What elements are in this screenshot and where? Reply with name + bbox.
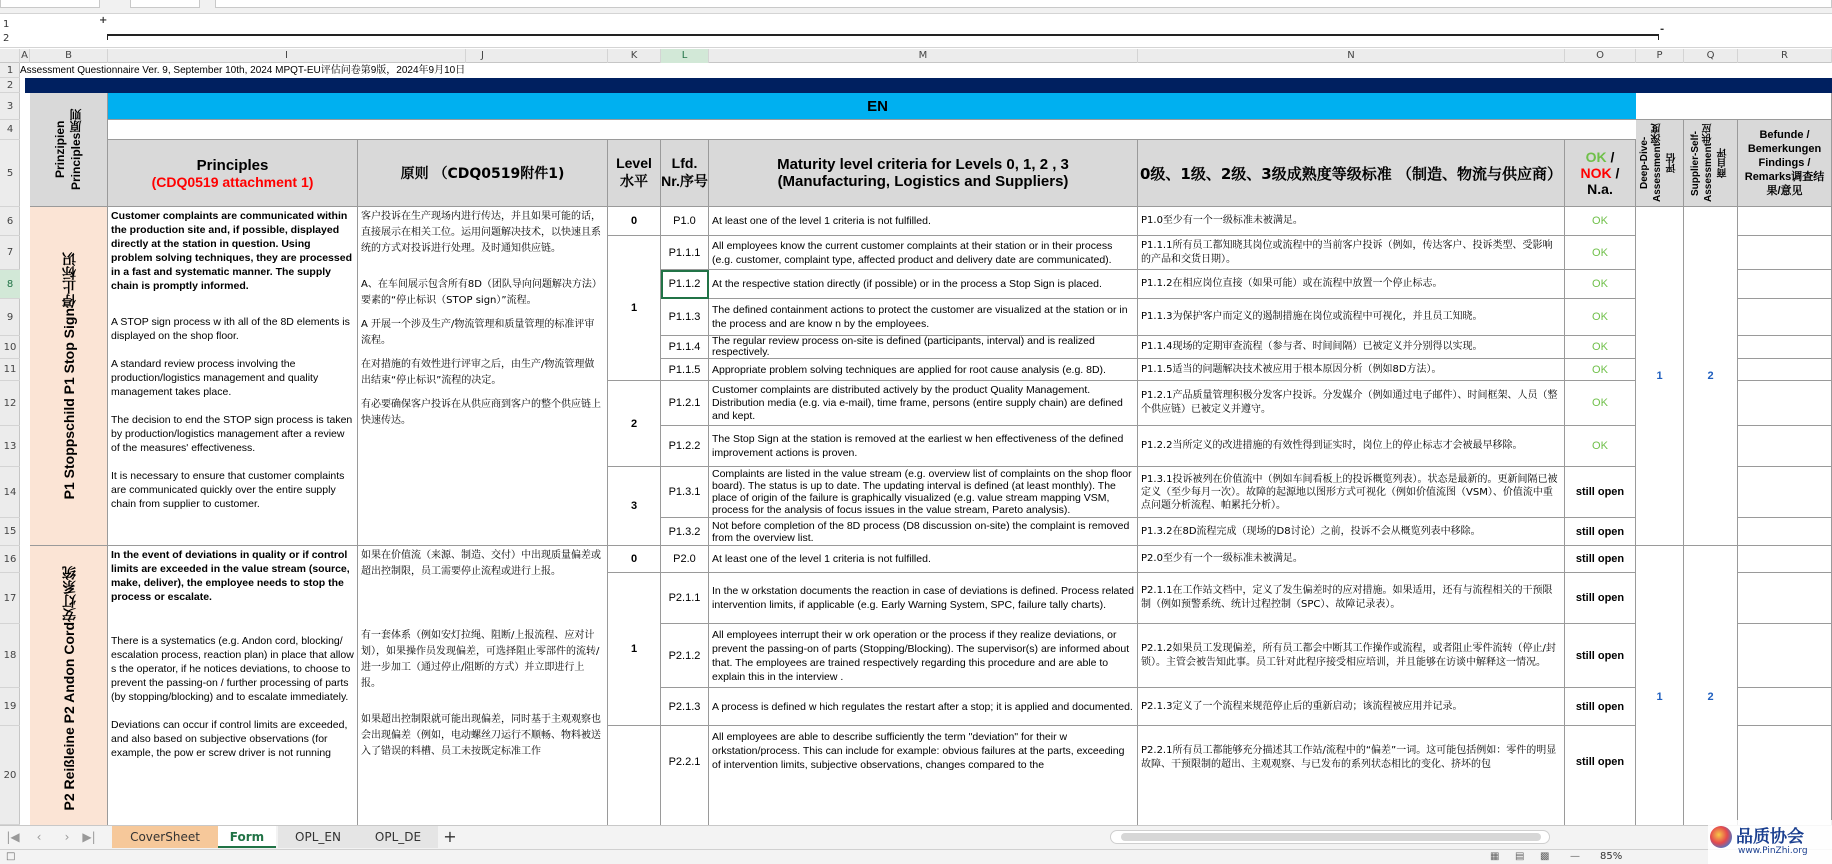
- level-cell[interactable]: 1: [608, 573, 661, 726]
- criterion-id[interactable]: P2.0: [661, 546, 709, 573]
- criterion-cn[interactable]: P1.2.2当所定义的改进措施的有效性得到证实时，岗位上的停止标志才会被最早移除。: [1138, 426, 1565, 467]
- criterion-cn[interactable]: P2.1.2如果员工发现偏差，所有员工都会中断其工作操作或流程，或者阻止零件流转（停止/封锁）。主管会被告知此事。员工针对此程序接受相应培训，并且能够在访谈中解释这一情况。: [1138, 624, 1565, 688]
- criterion-en[interactable]: Customer complaints are distributed actively by the product Quality Management. Distribution media (e.g. via e-mail), time frame, persons (entire supply chain) are defined and kept.: [709, 381, 1138, 426]
- criterion-id[interactable]: P2.1.2: [661, 624, 709, 688]
- prinzipien-header: Prinzipien Principles原则: [30, 93, 108, 207]
- findings-cell[interactable]: [1738, 624, 1832, 688]
- row-header[interactable]: 3: [0, 93, 20, 120]
- criterion-id[interactable]: P2.1.1: [661, 573, 709, 624]
- page-break-icon[interactable]: ▩: [1540, 851, 1550, 862]
- column-header-m[interactable]: M: [709, 49, 1138, 63]
- findings-cell[interactable]: [1738, 546, 1832, 573]
- row-header[interactable]: 19: [0, 688, 20, 726]
- row-header[interactable]: 8: [0, 270, 20, 299]
- row-header[interactable]: 10: [0, 336, 20, 359]
- criterion-id[interactable]: P1.1.4: [661, 336, 709, 359]
- row-header[interactable]: 20: [0, 726, 20, 825]
- row-header[interactable]: 11: [0, 359, 20, 381]
- next-sheet-icon[interactable]: ›: [64, 830, 70, 844]
- column-header-b[interactable]: B: [30, 49, 108, 63]
- findings-cell[interactable]: [1738, 359, 1832, 381]
- status-cell[interactable]: OK: [1565, 381, 1636, 426]
- status-cell[interactable]: still open: [1565, 573, 1636, 624]
- criterion-cn[interactable]: P1.1.4现场的定期审查流程（参与者、时间间隔）已被定义并分别得以实现。: [1138, 336, 1565, 359]
- status-cell[interactable]: OK: [1565, 270, 1636, 299]
- column-header-r[interactable]: R: [1738, 49, 1832, 63]
- row-header[interactable]: 9: [0, 299, 20, 336]
- level-cell[interactable]: 0: [608, 207, 661, 236]
- row-headers: [0, 63, 20, 831]
- column-header-j[interactable]: J: [358, 49, 608, 63]
- status-cell[interactable]: OK: [1565, 426, 1636, 467]
- row-header[interactable]: 15: [0, 518, 20, 546]
- page-layout-icon[interactable]: ▤: [1515, 851, 1525, 862]
- column-header-k[interactable]: K: [608, 49, 661, 63]
- criterion-cn[interactable]: P1.3.2在8D流程完成（现场的D8讨论）之前，投诉不会从概览列表中移除。: [1138, 518, 1565, 546]
- toolbar-tab-left[interactable]: [0, 0, 100, 8]
- criterion-id[interactable]: P1.1.5: [661, 359, 709, 381]
- row-header[interactable]: 6: [0, 207, 20, 236]
- findings-header: Befunde / Bemerkungen Findings / Remarks调查结果/意见: [1738, 120, 1832, 207]
- row-header[interactable]: 1: [0, 63, 20, 78]
- status-cell[interactable]: still open: [1565, 518, 1636, 546]
- findings-cell[interactable]: [1738, 467, 1832, 518]
- criterion-cn[interactable]: P1.1.1所有员工都知晓其岗位或流程中的当前客户投诉（例如，传达客户、投诉类型、受影响的产品和交货日期）。: [1138, 236, 1565, 270]
- status-bar: [0, 849, 1832, 864]
- row-header[interactable]: 14: [0, 467, 20, 518]
- row-header[interactable]: 7: [0, 236, 20, 270]
- level-cell[interactable]: 1: [608, 236, 661, 381]
- row-header[interactable]: 18: [0, 624, 20, 688]
- findings-cell[interactable]: [1738, 726, 1832, 831]
- findings-cell[interactable]: [1738, 270, 1832, 299]
- status-cell[interactable]: still open: [1565, 726, 1636, 831]
- column-header-a[interactable]: A: [20, 49, 30, 63]
- criterion-id[interactable]: P1.3.2: [661, 518, 709, 546]
- criterion-cn[interactable]: P2.1.1在工作站文档中，定义了发生偏差时的应对措施。如果适用，还有与流程相关的干预限制（例如预警系统、统计过程控制（SPC）、故障记录表）。: [1138, 573, 1565, 624]
- group-outline-bar: [0, 14, 1832, 48]
- row-header[interactable]: 5: [0, 140, 20, 207]
- criterion-en[interactable]: All employees know the current customer complaints at their station or in their process (e.g. customer, complaint type, affected product and delivery date are communicated).: [709, 236, 1138, 270]
- criterion-id[interactable]: P1.3.1: [661, 467, 709, 518]
- status-cell[interactable]: still open: [1565, 688, 1636, 726]
- status-cell[interactable]: OK: [1565, 236, 1636, 270]
- sheet-grid: [20, 63, 1832, 831]
- criterion-id[interactable]: P1.1.1: [661, 236, 709, 270]
- tab-opl-en[interactable]: OPL_EN: [278, 826, 358, 848]
- criterion-en[interactable]: Appropriate problem solving techniques are applied for root cause analysis (e.g. 8D).: [709, 359, 1138, 381]
- findings-cell[interactable]: [1738, 336, 1832, 359]
- criterion-cn[interactable]: P1.1.2在相应岗位直接（如果可能）或在流程中放置一个停止标志。: [1138, 270, 1565, 299]
- group-line: [107, 34, 1659, 36]
- outline-level-1[interactable]: 1: [3, 19, 10, 30]
- formula-bar[interactable]: [215, 0, 1832, 8]
- criterion-en[interactable]: Not before completion of the 8D process (D8 discussion on-site) the complaint is removed from the overview list.: [709, 518, 1138, 546]
- criterion-id[interactable]: P2.2.1: [661, 726, 709, 831]
- criterion-id[interactable]: P2.1.3: [661, 688, 709, 726]
- findings-cell[interactable]: [1738, 688, 1832, 726]
- en-banner: EN: [108, 93, 1648, 120]
- p1-self-value[interactable]: 2: [1684, 207, 1738, 546]
- criterion-en[interactable]: At the respective station directly (if possible) or in the process a Stop Sign is placed.: [709, 270, 1138, 299]
- outline-collapse-icon[interactable]: -: [1660, 24, 1665, 35]
- p2-label: P2 Reißleine P2 Andon Cord安灯系统: [30, 546, 108, 831]
- column-header-p[interactable]: P: [1636, 49, 1684, 63]
- status-cell[interactable]: still open: [1565, 467, 1636, 518]
- status-cell[interactable]: OK: [1565, 336, 1636, 359]
- row-header[interactable]: 16: [0, 546, 20, 573]
- criterion-en[interactable]: The defined containment actions to protect the customer are visualized at the station or in the process and are know n by the employees.: [709, 299, 1138, 336]
- criterion-en[interactable]: The regular review process on-site is defined (participants, interval) and is realized respectively.: [709, 336, 1138, 359]
- criterion-id[interactable]: P1.1.3: [661, 299, 709, 336]
- watermark-emblem-icon: [1710, 826, 1732, 848]
- outline-expand-icon[interactable]: +: [99, 15, 108, 26]
- watermark-url: www.PinZhi.org: [1738, 846, 1808, 856]
- p2-principle-en: In the event of deviations in quality or if control limits are exceeded in the value stream (source, make, deliver), the employee needs to stop the process or escalate. There is a systematics (e.g. Andon cord, blocking/ escalation process, reaction plan) in place that allow s the operator, if he notices deviations, to choose to prevent the passing-on / further processing of parts (by stopping/blocking) and to escalate immediately. Deviations can occur if control limits are exceeded, and also based on subjective observations (for example, the pow er screw driver is not running: [108, 546, 358, 831]
- status-cell[interactable]: OK: [1565, 299, 1636, 336]
- findings-cell[interactable]: [1738, 236, 1832, 270]
- maturity-cn-header: 0级、1级、2级、3级成熟度等级标准 （制造、物流与供应商）: [1138, 140, 1565, 207]
- toolbar-strip: [0, 0, 1832, 14]
- level-header: Level 水平: [608, 140, 661, 207]
- oknok-header: OK / NOK / N.a.: [1565, 140, 1636, 207]
- status-cell[interactable]: still open: [1565, 546, 1636, 573]
- column-header-l[interactable]: L: [661, 49, 709, 63]
- p1-label: P1 Stoppschild P1 Stop Sign停止标识: [30, 207, 108, 546]
- column-header-i[interactable]: I: [108, 49, 466, 63]
- column-header-n[interactable]: N: [1138, 49, 1565, 63]
- p1-deepdive-value[interactable]: 1: [1636, 207, 1684, 546]
- navy-band: [25, 78, 1832, 93]
- criterion-id-selected[interactable]: P1.1.2: [661, 270, 709, 299]
- p2-deepdive-value[interactable]: 1: [1636, 546, 1684, 831]
- principles-header: Principles (CDQ0519 attachment 1): [108, 140, 358, 207]
- criterion-en[interactable]: Complaints are listed in the value stream (e.g. overview list of complaints on the shop floor board). The status is up to date. The updating interval is defined (at least monthly). The place of origin of the failure is graphically visualized (e.g. value stream mapping VSM, process for the analysis of focus issues in the value stream, Pareto analysis).: [709, 467, 1138, 518]
- zoom-level[interactable]: 85%: [1600, 851, 1623, 862]
- row-header[interactable]: 2: [0, 78, 20, 93]
- criterion-cn[interactable]: P2.2.1所有员工都能够充分描述其工作站/流程中的“偏差”一词。这可能包括例如：零件的明显故障、干预限制的超出、主观观察、与已发布的系列状态相比的变化、挤坏的包: [1138, 726, 1565, 831]
- findings-cell[interactable]: [1738, 381, 1832, 426]
- status-cell[interactable]: OK: [1565, 207, 1636, 236]
- deepdive-header: Deep-Dive-Assessment深度评估: [1636, 120, 1684, 207]
- watermark-brand: 品质协会: [1736, 827, 1804, 847]
- maturity-header: Maturity level criteria for Levels 0, 1, 2 , 3 (Manufacturing, Logistics and Suppliers): [709, 140, 1138, 207]
- criterion-en[interactable]: All employees interrupt their w ork operation or the process if they realize deviations, or prevent the passing-on of parts (Stopping/Blocking). The supervisor(s) are informed about that. The employees are trained respectively regarding this procedure and are able to explain this in the interview .: [709, 624, 1138, 688]
- criterion-cn[interactable]: P1.1.3为保护客户而定义的遏制措施在岗位或流程中可视化，并且员工知晓。: [1138, 299, 1565, 336]
- tab-form[interactable]: Form: [218, 826, 276, 848]
- criterion-en[interactable]: At least one of the level 1 criteria is not fulfilled.: [709, 207, 1138, 236]
- scrollbar-thumb[interactable]: [1121, 833, 1541, 841]
- tab-opl-de[interactable]: OPL_DE: [358, 826, 438, 848]
- level-cell[interactable]: 3: [608, 467, 661, 546]
- criterion-cn[interactable]: P1.1.5适当的问题解决技术被应用于根本原因分析（例如8D方法）。: [1138, 359, 1565, 381]
- criterion-cn[interactable]: P1.3.1投诉被列在价值流中（例如车间看板上的投诉概览列表）。状态是最新的。更新间隔已被定义（至少每月一次）。故障的起源地以图形方式可视化（例如价值流图（VSM）、价值流中重点问题分析流程、帕累托分析）。: [1138, 467, 1565, 518]
- horizontal-scrollbar[interactable]: [1110, 830, 1550, 844]
- column-header-o[interactable]: O: [1565, 49, 1636, 63]
- criterion-id[interactable]: P1.0: [661, 207, 709, 236]
- criterion-cn[interactable]: P2.0至少有一个一级标准未被满足。: [1138, 546, 1565, 573]
- p2-self-value[interactable]: 2: [1684, 546, 1738, 831]
- first-sheet-icon[interactable]: |◀: [6, 830, 20, 844]
- criterion-en[interactable]: All employees are able to describe sufficiently the term "deviation" for their w orkstation/process. This can include for example: obvious failures at the parts, exceeding of intervention limits, subjective observations, changes compared to the: [709, 726, 1138, 831]
- sheet-tab-bar: [0, 825, 1832, 849]
- column-header-q[interactable]: Q: [1684, 49, 1738, 63]
- header-spacer-row: [108, 120, 1648, 140]
- criterion-en[interactable]: At least one of the level 1 criteria is not fulfilled.: [709, 546, 1138, 573]
- lfd-header: Lfd. Nr.序号: [661, 140, 709, 207]
- row-header[interactable]: 13: [0, 426, 20, 467]
- prev-sheet-icon[interactable]: ‹: [36, 830, 42, 844]
- criterion-cn[interactable]: P2.1.3定义了一个流程来规范停止后的重新启动；该流程被应用并记录。: [1138, 688, 1565, 726]
- p2-principle-cn: 如果在价值流（来源、制造、交付）中出现质量偏差或超出控制限，员工需要停止流程或进行上报。 有一套体系（例如安灯拉绳、阻断/上报流程、应对计划），如果操作员发现偏差，可选择阻止零部件的流转/进一步加工（通过停止/阻断的方式）并立即进行上报。 如果超出控制限就可能出现偏差，同时基于主观观察也会出现偏差（例如，电动螺丝刀运行不顺畅、物料被送入了错误的料槽、员工未按既定标准工作: [358, 546, 608, 831]
- yuanze-header: 原则 （CDQ0519附件1): [358, 140, 608, 207]
- row-header[interactable]: 12: [0, 381, 20, 426]
- status-indicator-icon: □: [6, 851, 16, 862]
- row-header[interactable]: 17: [0, 573, 20, 624]
- criterion-en[interactable]: In the w orkstation documents the reaction in case of deviations is defined. Process related intervention limits, if applicable (e.g. Early Warning System, SPC, failure tally charts).: [709, 573, 1138, 624]
- add-sheet-icon[interactable]: +: [443, 827, 457, 846]
- level-cell[interactable]: 0: [608, 546, 661, 573]
- tab-coversheet[interactable]: CoverSheet: [112, 826, 218, 848]
- watermark-logo: [1708, 820, 1832, 864]
- criterion-en[interactable]: A process is defined w hich regulates the restart after a stop; it is applied and documented.: [709, 688, 1138, 726]
- findings-cell[interactable]: [1738, 518, 1832, 546]
- findings-cell[interactable]: [1738, 573, 1832, 624]
- level-cell[interactable]: [608, 726, 661, 831]
- status-cell[interactable]: still open: [1565, 624, 1636, 688]
- last-sheet-icon[interactable]: ▶|: [82, 830, 96, 844]
- criterion-cn[interactable]: P1.2.1产品质量管理积极分发客户投诉。分发媒介（例如通过电子邮件）、时间框架、人员（整个供应链）已被定义并遵守。: [1138, 381, 1565, 426]
- zoom-out-icon[interactable]: —: [1570, 851, 1580, 862]
- column-headers: [0, 49, 1832, 63]
- p1-principle-cn: 客户投诉在生产现场内进行传达，并且如果可能的话，直接展示在相关工位。运用问题解决技术，以快速且系统的方式对投诉进行处理。及时通知供应链。 A、在车间展示包含所有8D（团队导向问题解决方法）要素的“停止标识（STOP sign）”流程。 A 开展一个涉及生产/物流管理和质量管理的标准评审流程。 在对措施的有效性进行评审之后，由生产/物流管理做出结束“停止标识”流程的决定。 有必要确保客户投诉在从供应商到客户的整个供应链上快速传达。: [358, 207, 608, 546]
- level-cell[interactable]: 2: [608, 381, 661, 467]
- p1-principle-en: Customer complaints are communicated within the production site and, if possible, displayed directly at the station in question. Using problem solving techniques, they are processed in a fast and systematic manner. The supply chain is promptly informed. A STOP sign process w ith all of the 8D elements is displayed on the shop floor. A standard review process involving the production/logistics management and quality management takes place. The decision to end the STOP sign process is taken by production/logistics management after a review of the measures' effectiveness. It is necessary to ensure that customer complaints are communicated quickly over the entire supply chain from supplier to customer.: [108, 207, 358, 546]
- criterion-id[interactable]: P1.2.1: [661, 381, 709, 426]
- row-header[interactable]: 4: [0, 120, 20, 140]
- criterion-cn[interactable]: P1.0至少有一个一级标准未被满足。: [1138, 207, 1565, 236]
- toolbar-tab-mid[interactable]: [130, 0, 200, 8]
- criterion-id[interactable]: P1.2.2: [661, 426, 709, 467]
- normal-view-icon[interactable]: ▦: [1490, 851, 1500, 862]
- outline-level-2[interactable]: 2: [3, 33, 10, 44]
- criterion-en[interactable]: The Stop Sign at the station is removed at the earliest w hen effectiveness of the defined improvement actions is proven.: [709, 426, 1138, 467]
- status-cell[interactable]: OK: [1565, 359, 1636, 381]
- findings-cell[interactable]: [1738, 299, 1832, 336]
- findings-cell[interactable]: [1738, 207, 1832, 236]
- findings-cell[interactable]: [1738, 426, 1832, 467]
- self-assessment-header: Supplier-Self-Assessment供应商自评: [1684, 120, 1738, 207]
- assessment-title[interactable]: Assessment Questionnaire Ver. 9, September 10th, 2024 MPQT-EU评估问卷第9版，2024年9月10日: [20, 65, 466, 76]
